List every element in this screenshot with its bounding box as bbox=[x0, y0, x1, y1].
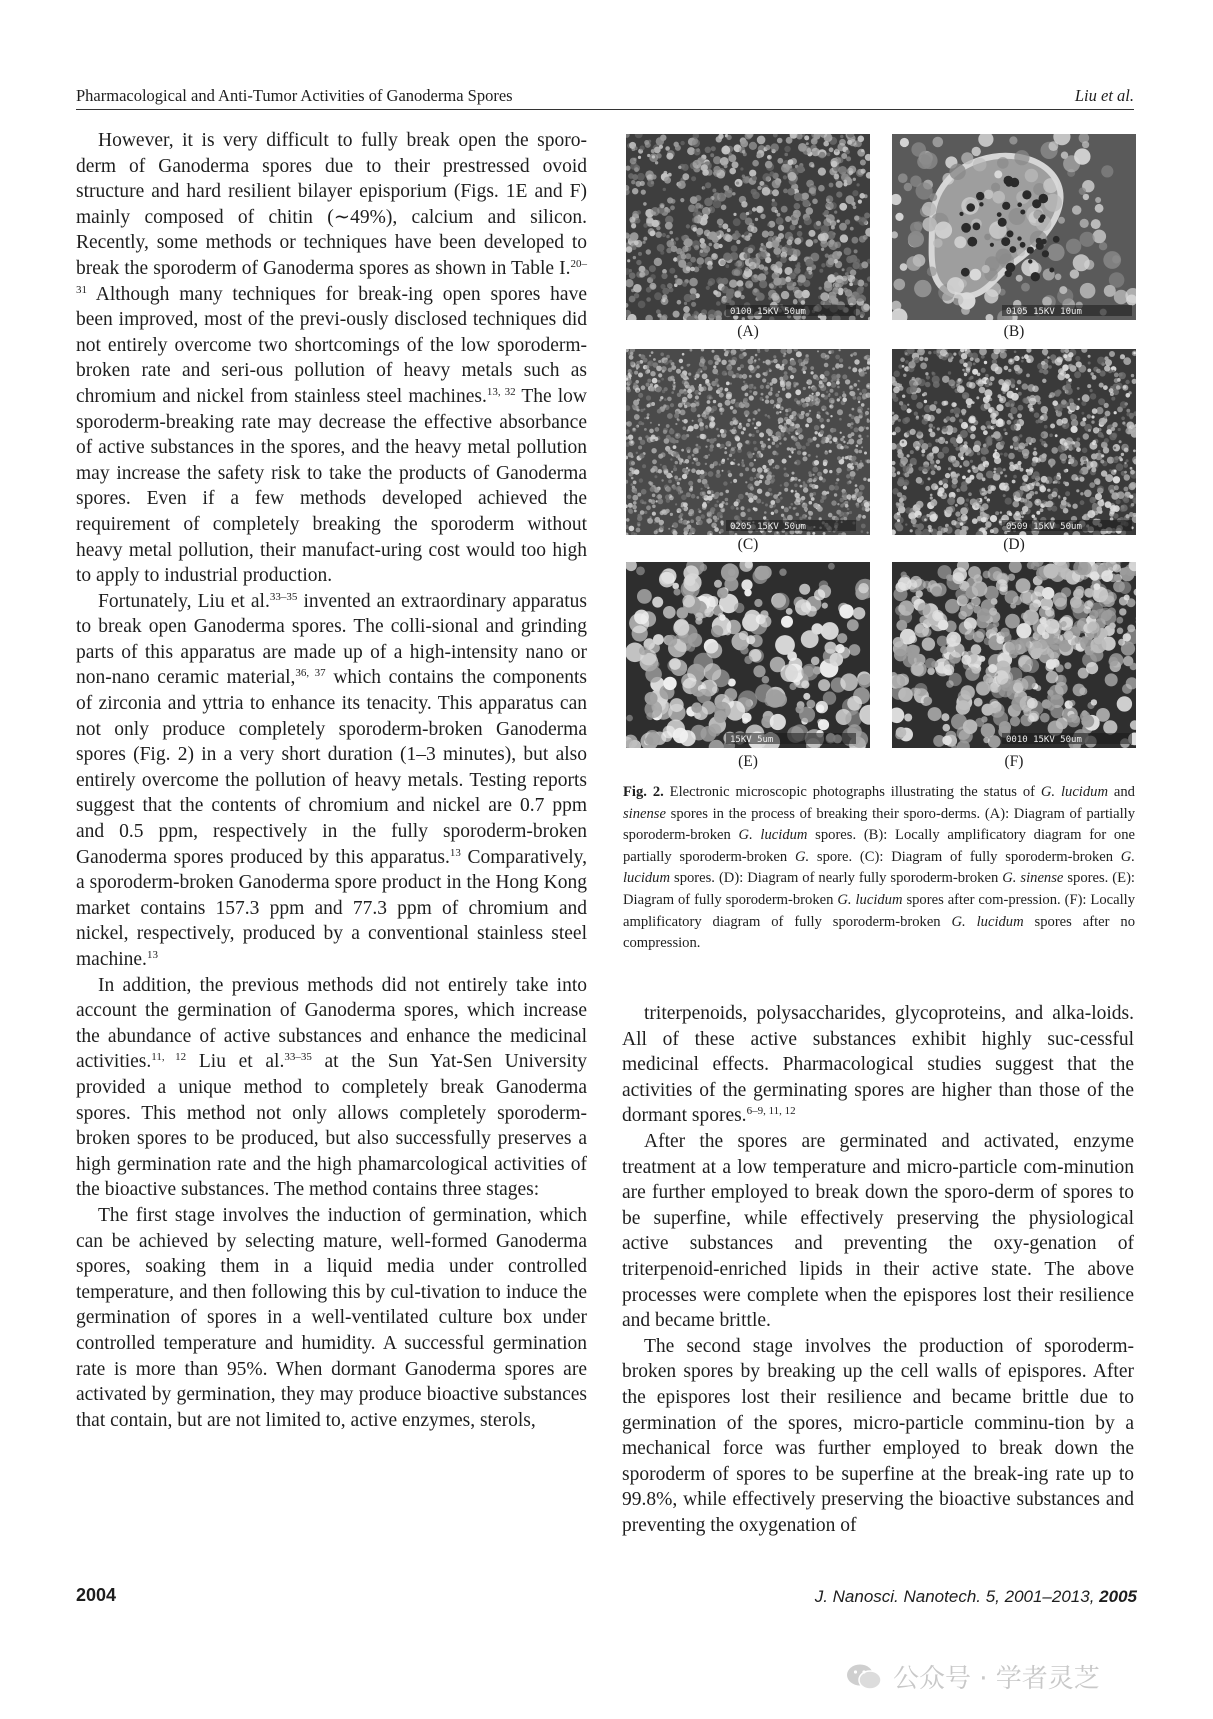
panel-label: (D) bbox=[1003, 536, 1025, 553]
scalebar-text: 0509 15KV 50um bbox=[1006, 522, 1082, 532]
micrograph-panel bbox=[892, 134, 1136, 320]
panel-label: (F) bbox=[1004, 753, 1024, 770]
right-column bbox=[622, 1001, 1134, 1538]
right-paragraph: After the spores are germinated and activated, enzyme treatment at a low temperature and micro-particle com-minution are further employed to break down the sporo-derm of spores to be superfine, while effectively preserving the physiological active substances and preventing the oxy-genation of triterpenoid-enriched lipids in their active state. The above processes were complete when the epispores lost their resilience and became brittle. bbox=[622, 1130, 1134, 1332]
micrograph-panel bbox=[626, 562, 870, 748]
micrograph-image bbox=[626, 349, 870, 535]
page-number-right: 2005 bbox=[1099, 1587, 1137, 1606]
right-paragraph: triterpenoids, polysaccharides, glycoproteins, and alka-loids. All of these active substances exhibit highly suc-cessful medicinal effects. Pharmacological studies suggest that the activities of the germinating spores are higher than those of the dormant spores.$^{6-9, 11, 12}$ bbox=[622, 1003, 1134, 1127]
micrograph-panel bbox=[892, 349, 1136, 535]
right-paragraph: The second stage involves the production of sporoderm-broken spores by breaking up the cell walls of epispores. After the epispores lost their resilience and became brittle due to germination of the spores, micro-particle comminu-tion by a mechanical force was further employed to break down the sporoderm of spores to be superfine at the break-ing rate up to 99.8%, while effectively preserving the bioactive substances and preventing the oxygenation of bbox=[622, 1335, 1134, 1536]
footer-journal bbox=[815, 1587, 1137, 1607]
header-title: Pharmacological and Anti-Tumor Activities of Ganoderma Spores bbox=[76, 86, 513, 105]
watermark bbox=[845, 1658, 1100, 1695]
micrograph-image bbox=[892, 562, 1136, 748]
figure-caption bbox=[623, 782, 1135, 955]
header-authors: Liu et al. bbox=[1074, 86, 1134, 105]
journal-citation: J. Nanosci. Nanotech. 5, 2001–2013, bbox=[814, 1587, 1095, 1606]
caption-text: Electronic microscopic photographs illustrating the status of G. lucidum and sinense spores in the process of breaking their sporo-derms. (A): Diagram of partially sporoderm-broken G. lucidum spores. (B): Locally amplificatory diagram for one partially sporoderm-broken G. spore. (C): Diagram of fully sporoderm-broken G. lucidum spores. (D): Diagram of nearly fully sporoderm-broken G. sinense spores. (E): Diagram of fully sporoderm-broken G. lucidum spores after com-pression. (F): Locally amplificatory diagram of fully sporoderm-broken G. lucidum spores after no compression. bbox=[623, 784, 1135, 952]
scalebar-text: 0105 15KV 10um bbox=[1006, 307, 1082, 317]
scalebar-text: 0100 15KV 50um bbox=[730, 307, 806, 317]
page-number-left: 2004 bbox=[76, 1585, 117, 1605]
micrograph-image bbox=[892, 349, 1136, 535]
micrograph-image bbox=[892, 134, 1136, 320]
scalebar-text: 0205 15KV 50um bbox=[730, 522, 806, 532]
wechat-icon bbox=[845, 1662, 883, 1692]
micrograph-image bbox=[626, 562, 870, 748]
scalebar-text: 0010 15KV 50um bbox=[1006, 735, 1082, 745]
panel-label: (B) bbox=[1003, 323, 1025, 340]
panel-label: (A) bbox=[737, 323, 759, 340]
micrograph-image bbox=[626, 134, 870, 320]
left-paragraph: Fortunately, Liu et al.$^{33-35}$ invented an extraordinary apparatus to break open Ganoderma spores. The colli-sional and grinding parts of this apparatus are made up of a high-intensity nano or non-nano ceramic material,$^{36, 37}$ which contains the components of zirconia and yttria to enhance its tenacity. This apparatus can not only produce completely sporoderm-broken Ganoderma spores (Fig. 2) in a very short duration (1–3 minutes), but also entirely overcome the pollution of heavy metals. Testing reports suggest that the contents of chromium and nickel are 0.7 ppm and 0.5 ppm, respectively in the fully sporoderm-broken Ganoderma spores produced by this apparatus.$^{13}$ Comparatively, a sporoderm-broken Ganoderma spore product in the Hong Kong market contains 157.3 ppm and 77.3 ppm of chromium and nickel, respectively, produced by a conventional stainless steel machine.$^{13}$ bbox=[76, 590, 588, 970]
left-paragraph: In addition, the previous methods did not entirely take into account the germination of Ganoderma spores, which increase the abundance of active substances and enhance the medicinal activities.$^{11, 12}$ Liu et al.$^{33-35}$ at the Sun Yat-Sen University provided a unique method to completely break Ganoderma spores. This method not only allows completely sporoderm-broken spores to be produced, but also successfully preserves a high germination rate and the high phamarcological activities of the bioactive substances. The method contains three stages: bbox=[76, 974, 587, 1201]
scalebar-text: 15KV 5um bbox=[730, 735, 774, 745]
micrograph-panel bbox=[626, 134, 870, 320]
watermark-text: 公众号 · 学者灵芝 bbox=[893, 1664, 1100, 1694]
left-column bbox=[76, 128, 587, 1433]
panel-label: (C) bbox=[737, 536, 759, 553]
left-paragraph: The first stage involves the induction of germination, which can be achieved by selecting mature, well-formed Ganoderma spores, soaking them in a liquid media under controlled temperature, and then following this by cul-tivation to induce the germination of spores in a well-ventilated culture box under controlled temperature and humidity. A successful germination rate is more than 95%. When dormant Ganoderma spores are activated by germination, they may produce bioactive substances that contain, but are not limited to, active enzymes, sterols, bbox=[76, 1204, 587, 1431]
micrograph-panel bbox=[892, 562, 1136, 748]
caption-number: Fig. 2. bbox=[623, 784, 664, 800]
panel-label: (E) bbox=[738, 753, 758, 770]
left-paragraph: However, it is very difficult to fully break open the sporo-derm of Ganoderma spores due to their prestressed ovoid structure and hard resilient bilayer episporium (Figs. 1E and F) mainly composed of chitin (∼49%), calcium and silicon. Recently, some methods or techniques have been developed to break the sporoderm of Ganoderma spores as shown in Table I.$^{20-31}$ Although many techniques for break-ing open spores have been improved, most of the previ-ously disclosed techniques did not entirely overcome two shortcomings of the low sporoderm-broken rate and seri-ous pollution of heavy metals such as chromium and nickel from stainless steel machines.$^{13, 32}$ The low sporoderm-breaking rate may decrease the effective absorbance of active substances in the spores, and the heavy metal pollution may increase the safety risk to take the products of Ganoderma spores. Even if a few methods developed achieved the requirement of completely breaking the sporoderm without heavy metal pollution, their manufact-uring cost would too high to apply to industrial production. bbox=[76, 130, 588, 587]
running-header bbox=[76, 80, 1134, 110]
micrograph-panel bbox=[626, 349, 870, 535]
